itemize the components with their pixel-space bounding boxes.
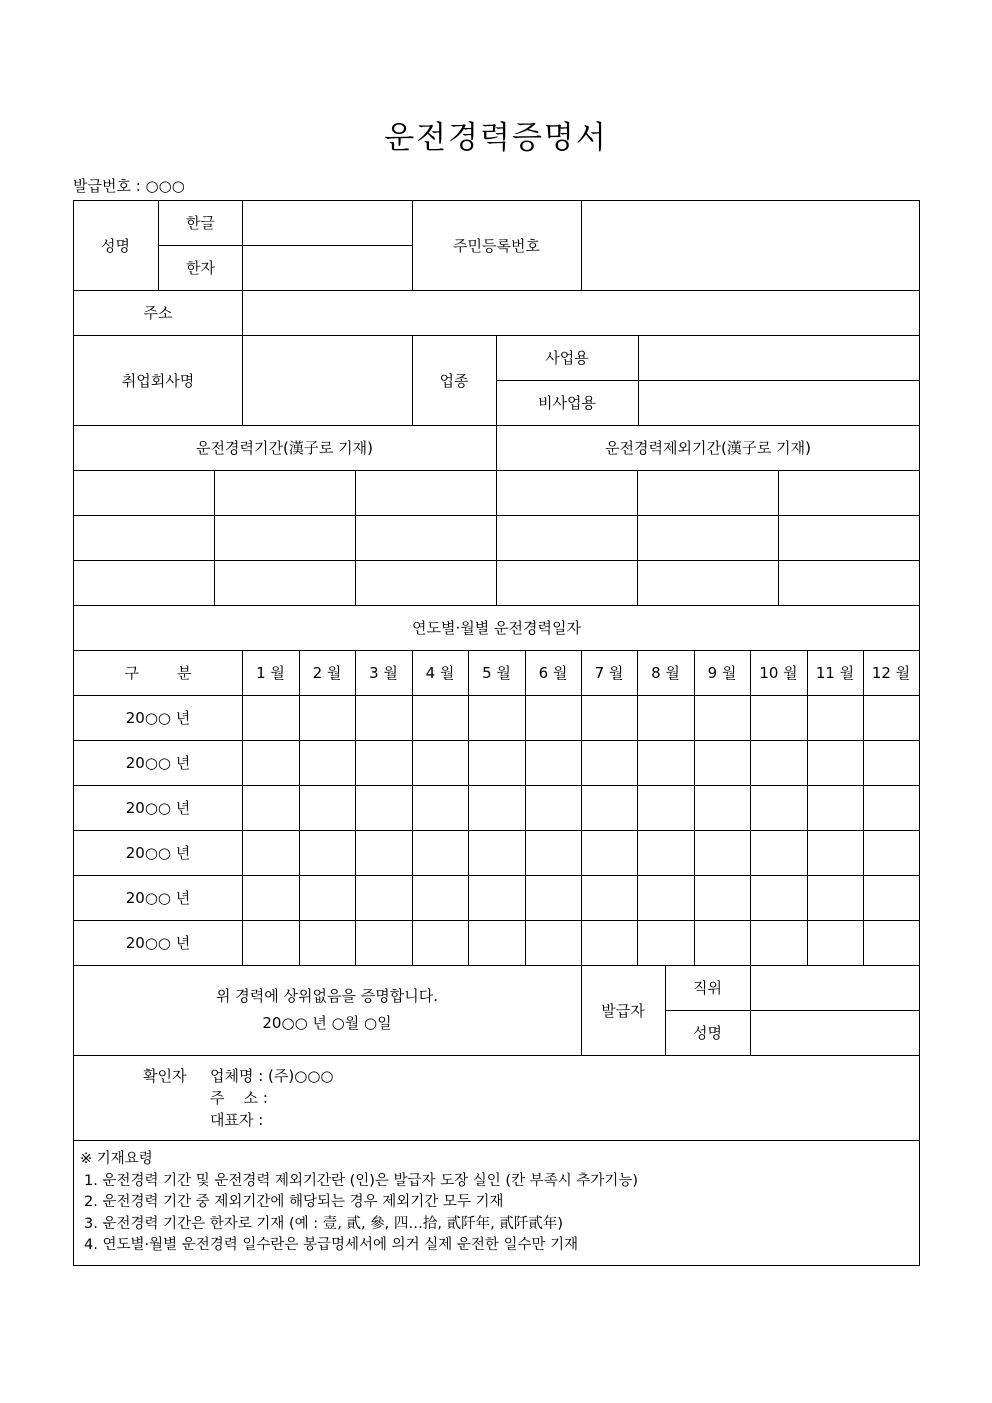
business-use-label: 사업용 <box>545 349 589 367</box>
grid-line <box>73 1055 919 1056</box>
monthly-days-field[interactable] <box>694 875 750 920</box>
issuer-name-label: 성명 <box>693 1024 722 1042</box>
month-header: 12 월 <box>871 664 911 682</box>
monthly-days-field[interactable] <box>863 785 919 830</box>
monthly-days-field[interactable] <box>525 875 581 920</box>
excluded-period-field[interactable] <box>637 560 778 605</box>
non-business-use-field[interactable] <box>638 380 920 425</box>
monthly-days-field[interactable] <box>242 785 299 830</box>
industry-label: 업종 <box>439 371 469 390</box>
monthly-days-field[interactable] <box>355 920 412 965</box>
monthly-days-field[interactable] <box>299 875 355 920</box>
excluded-period-field[interactable] <box>637 470 778 515</box>
excluded-period-field[interactable] <box>496 470 637 515</box>
monthly-days-field[interactable] <box>468 695 525 740</box>
monthly-days-field[interactable] <box>468 740 525 785</box>
monthly-days-field[interactable] <box>807 875 863 920</box>
company-label: 취업회사명 <box>121 371 195 390</box>
monthly-days-field[interactable] <box>637 830 694 875</box>
month-header: 10 월 <box>759 664 798 682</box>
excluded-period-header: 운전경력제외기간(漢子로 기재) <box>605 439 811 457</box>
instruction-item: 2. 운전경력 기간 중 제외기간에 해당되는 경우 제외기간 모두 기재 <box>84 1194 504 1210</box>
monthly-days-field[interactable] <box>694 740 750 785</box>
monthly-days-field[interactable] <box>637 740 694 785</box>
year-label: 20○○ 년 <box>125 799 191 817</box>
monthly-days-field[interactable] <box>468 875 525 920</box>
monthly-days-field[interactable] <box>581 695 637 740</box>
monthly-days-field[interactable] <box>355 830 412 875</box>
monthly-days-field[interactable] <box>863 920 919 965</box>
monthly-days-field[interactable] <box>468 785 525 830</box>
monthly-days-field[interactable] <box>750 740 807 785</box>
monthly-days-field[interactable] <box>807 740 863 785</box>
monthly-days-field[interactable] <box>299 785 355 830</box>
name-label: 성명 <box>101 236 130 255</box>
monthly-days-field[interactable] <box>412 830 468 875</box>
business-use-field[interactable] <box>638 335 920 380</box>
issuer-name-field[interactable] <box>750 1010 920 1055</box>
monthly-days-field[interactable] <box>637 875 694 920</box>
monthly-days-field[interactable] <box>694 695 750 740</box>
monthly-days-field[interactable] <box>750 695 807 740</box>
monthly-days-field[interactable] <box>412 875 468 920</box>
issuer-label: 발급자 <box>601 1001 645 1020</box>
excluded-period-field[interactable] <box>778 470 919 515</box>
monthly-days-field[interactable] <box>807 920 863 965</box>
hanja-name-field[interactable] <box>243 245 412 290</box>
address-field[interactable] <box>243 290 920 335</box>
month-header: 9 월 <box>707 664 737 682</box>
page-title: 운전경력증명서 <box>384 120 608 156</box>
verifier-label: 확인자 <box>143 1067 187 1085</box>
issuer-position-label: 직위 <box>693 979 722 997</box>
year-label: 20○○ 년 <box>125 754 191 772</box>
monthly-days-field[interactable] <box>412 740 468 785</box>
month-header: 3 월 <box>369 664 398 682</box>
driving-period-field[interactable] <box>355 560 496 605</box>
monthly-days-field[interactable] <box>863 830 919 875</box>
driving-period-field[interactable] <box>73 470 214 515</box>
monthly-days-field[interactable] <box>637 785 694 830</box>
monthly-days-field[interactable] <box>750 875 807 920</box>
monthly-days-field[interactable] <box>637 920 694 965</box>
driving-period-field[interactable] <box>73 515 214 560</box>
monthly-days-header: 연도별·월별 운전경력일자 <box>412 619 581 637</box>
driving-period-field[interactable] <box>355 470 496 515</box>
month-header: 8 월 <box>651 664 680 682</box>
issue-number: 발급번호 : ○○○ <box>73 177 185 195</box>
monthly-days-field[interactable] <box>863 875 919 920</box>
monthly-days-field[interactable] <box>299 920 355 965</box>
monthly-days-field[interactable] <box>525 695 581 740</box>
monthly-days-field[interactable] <box>355 740 412 785</box>
monthly-days-field[interactable] <box>242 695 299 740</box>
issuer-position-field[interactable] <box>750 965 920 1010</box>
instruction-item: 4. 연도별·월별 운전경력 일수란은 봉급명세서에 의거 실제 운전한 일수만 기재 <box>84 1237 579 1253</box>
monthly-days-field[interactable] <box>581 740 637 785</box>
hanja-label: 한자 <box>186 259 215 277</box>
monthly-days-field[interactable] <box>525 740 581 785</box>
resident-number-field[interactable] <box>581 200 920 290</box>
grid-line <box>73 1140 919 1141</box>
monthly-days-field[interactable] <box>807 695 863 740</box>
month-header: 11 월 <box>815 664 855 682</box>
monthly-days-field[interactable] <box>863 695 919 740</box>
monthly-days-field[interactable] <box>242 920 299 965</box>
resident-number-label: 주민등록번호 <box>453 236 540 255</box>
monthly-days-field[interactable] <box>581 920 637 965</box>
monthly-days-field[interactable] <box>355 695 412 740</box>
hangul-label: 한글 <box>186 214 215 232</box>
monthly-days-field[interactable] <box>242 740 299 785</box>
monthly-days-field[interactable] <box>694 920 750 965</box>
monthly-days-field[interactable] <box>637 695 694 740</box>
year-label: 20○○ 년 <box>125 709 191 727</box>
excluded-period-field[interactable] <box>496 560 637 605</box>
excluded-period-field[interactable] <box>637 515 778 560</box>
month-header: 2 월 <box>312 664 342 682</box>
monthly-days-field[interactable] <box>242 830 299 875</box>
category-header: 구 분 <box>124 664 192 682</box>
year-label: 20○○ 년 <box>125 844 191 862</box>
monthly-days-field[interactable] <box>694 785 750 830</box>
monthly-days-field[interactable] <box>750 785 807 830</box>
driving-period-field[interactable] <box>214 560 355 605</box>
monthly-days-field[interactable] <box>694 830 750 875</box>
year-label: 20○○ 년 <box>125 889 191 907</box>
certify-block <box>73 965 581 1055</box>
monthly-days-field[interactable] <box>412 920 468 965</box>
monthly-days-field[interactable] <box>525 785 581 830</box>
driving-period-field[interactable] <box>214 515 355 560</box>
monthly-days-field[interactable] <box>750 830 807 875</box>
excluded-period-field[interactable] <box>778 560 919 605</box>
monthly-days-field[interactable] <box>412 695 468 740</box>
hangul-name-field[interactable] <box>243 200 412 245</box>
verifier-company: 업체명 : (주)○○○ <box>210 1067 334 1085</box>
instructions-heading: ※ 기재요령 <box>80 1151 153 1167</box>
monthly-days-field[interactable] <box>581 785 637 830</box>
monthly-days-field[interactable] <box>468 830 525 875</box>
monthly-days-field[interactable] <box>355 875 412 920</box>
monthly-days-field[interactable] <box>355 785 412 830</box>
monthly-days-field[interactable] <box>299 740 355 785</box>
driving-period-field[interactable] <box>214 470 355 515</box>
year-label: 20○○ 년 <box>125 934 191 952</box>
company-field[interactable] <box>243 335 412 425</box>
certify-date: 20○○ 년 ○월 ○일 <box>262 1014 392 1032</box>
monthly-days-field[interactable] <box>581 830 637 875</box>
month-header: 4 월 <box>425 664 455 682</box>
monthly-days-field[interactable] <box>581 875 637 920</box>
verifier-ceo: 대표자 : <box>210 1111 264 1129</box>
monthly-days-field[interactable] <box>468 920 525 965</box>
non-business-use-label: 비사업용 <box>538 394 596 412</box>
monthly-days-field[interactable] <box>299 695 355 740</box>
driving-period-header: 운전경력기간(漢子로 기재) <box>196 439 373 457</box>
monthly-days-field[interactable] <box>412 785 468 830</box>
monthly-days-field[interactable] <box>242 875 299 920</box>
certify-statement: 위 경력에 상위없음을 증명합니다. <box>216 987 438 1005</box>
instruction-item: 1. 운전경력 기간 및 운전경력 제외기간란 (인)은 발급자 도장 실인 (칸 부족시 추가기능) <box>84 1172 639 1189</box>
driving-period-field[interactable] <box>355 515 496 560</box>
month-header: 6 월 <box>538 664 568 682</box>
monthly-days-field[interactable] <box>525 830 581 875</box>
driving-period-field[interactable] <box>73 560 214 605</box>
month-header: 7 월 <box>594 664 624 682</box>
excluded-period-field[interactable] <box>778 515 919 560</box>
monthly-days-field[interactable] <box>863 740 919 785</box>
instruction-item: 3. 운전경력 기간은 한자로 기재 (예 : 壹, 貳, 參, 四…拾, 貳阡年, 貳阡貳年) <box>84 1215 563 1232</box>
monthly-days-field[interactable] <box>750 920 807 965</box>
monthly-days-field[interactable] <box>807 785 863 830</box>
monthly-days-field[interactable] <box>807 830 863 875</box>
month-header: 1 월 <box>256 664 285 682</box>
monthly-days-field[interactable] <box>525 920 581 965</box>
verifier-address: 주 소 : <box>210 1089 268 1107</box>
excluded-period-field[interactable] <box>496 515 637 560</box>
address-label: 주소 <box>143 304 173 322</box>
monthly-days-field[interactable] <box>299 830 355 875</box>
month-header: 5 월 <box>482 664 511 682</box>
instructions <box>80 1149 638 1257</box>
